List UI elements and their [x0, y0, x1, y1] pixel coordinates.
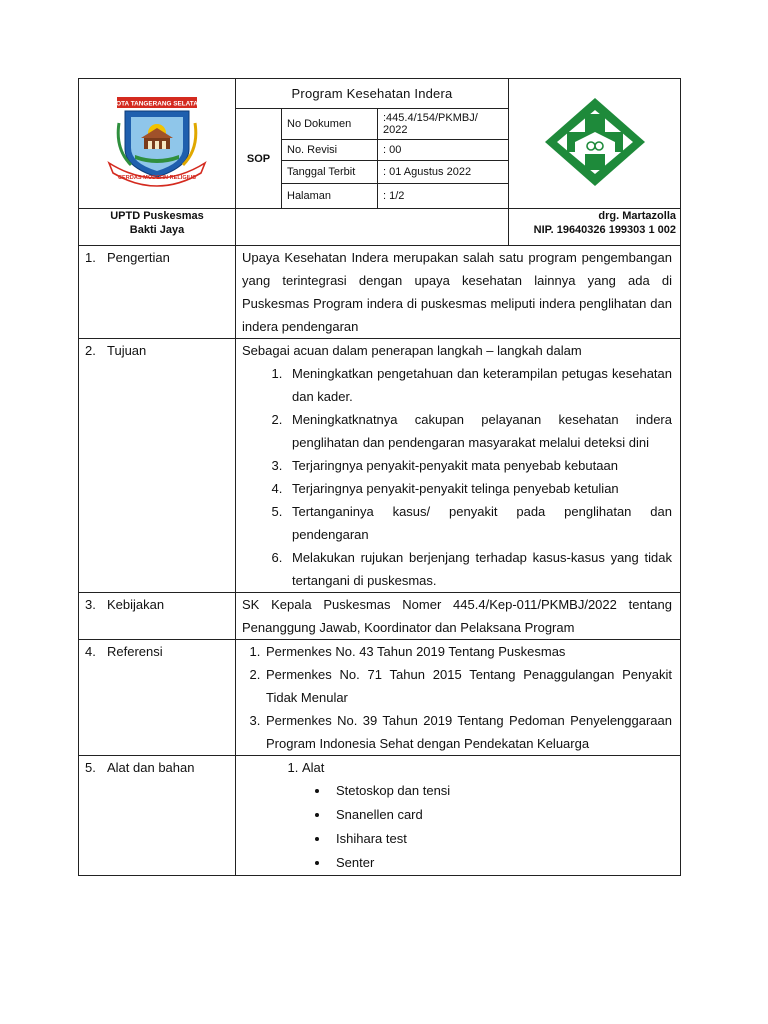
list-item: 3. Terjaringnya penyakit-penyakit mata penyebab kebutaan	[286, 454, 672, 477]
list-item: 3. Permenkes No. 39 Tahun 2019 Tentang Pedoman Penyelenggaraan Program Indonesia Sehat dengan Pendekatan Keluarga	[264, 709, 672, 755]
section-content-tujuan	[236, 339, 681, 593]
alat-group-label: 1. Alat	[302, 756, 672, 779]
meta-value-halaman: : 1/2	[378, 184, 509, 209]
city-emblem-logo	[97, 93, 217, 189]
svg-text:CERDAS MODERN RELIGIUS: CERDAS MODERN RELIGIUS	[117, 175, 197, 181]
svg-text:KOTA TANGERANG SELATAN: KOTA TANGERANG SELATAN	[111, 100, 203, 108]
list-item: • Ishihara test	[330, 827, 672, 851]
section-label-pengertian: 1. Pengertian	[79, 246, 236, 339]
section-content-alat	[236, 756, 681, 876]
sop-label: SOP	[236, 109, 282, 209]
list-item: • Stetoskop dan tensi	[330, 779, 672, 803]
tujuan-list	[242, 362, 672, 592]
head-name: drg. Martazolla	[598, 210, 676, 222]
meta-value-no-dokumen: :445.4/154/PKMBJ/ 2022	[378, 109, 509, 140]
section-content-referensi	[236, 640, 681, 756]
list-item: • Snanellen card	[330, 803, 672, 827]
section-text-kebijakan: SK Kepala Puskesmas Nomer 445.4/Kep-011/PKMBJ/2022 tentang Penanggung Jawab, Koordinator dan Pelaksana Program	[236, 593, 681, 640]
meta-key-tanggal-terbit: Tanggal Terbit	[282, 161, 378, 184]
list-item: 6. Melakukan rujukan berjenjang terhadap kasus-kasus yang tidak tertangani di puskesmas.	[286, 546, 672, 592]
head-signature	[509, 209, 681, 246]
meta-key-halaman: Halaman	[282, 184, 378, 209]
city-logo-cell	[79, 79, 236, 209]
puskesmas-name-line2: Bakti Jaya	[129, 224, 185, 236]
section-label-referensi: 4. Referensi	[79, 640, 236, 756]
signature-blank	[236, 209, 509, 246]
list-item: 1. Permenkes No. 43 Tahun 2019 Tentang Puskesmas	[264, 640, 672, 663]
list-item: 5. Tertanganinya kasus/ penyakit pada penglihatan dan pendengaran	[286, 500, 672, 546]
referensi-list	[242, 640, 672, 755]
section-text-pengertian: Upaya Kesehatan Indera merupakan salah satu program pengembangan yang terintegrasi dengan upaya kesehatan lainnya yang ada di Puskesmas Program indera di puskesmas meliputi indera penglihatan dan indera pendengaran	[236, 246, 681, 339]
head-nip: NIP. 19640326 199303 1 002	[533, 224, 676, 236]
section-label-tujuan: 2. Tujuan	[79, 339, 236, 593]
alat-group-list	[272, 756, 672, 779]
section-label-kebijakan: 3. Kebijakan	[79, 593, 236, 640]
list-item: 2. Meningkatknatnya cakupan pelayanan kesehatan indera penglihatan dan pendengaran masyarakat melalui deteksi dini	[286, 408, 672, 454]
section-label-alat: 5. Alat dan bahan	[79, 756, 236, 876]
list-item: 1. Meningkatkan pengetahuan dan keterampilan petugas kesehatan dan kader.	[286, 362, 672, 408]
puskesmas-name	[79, 209, 236, 246]
puskesmas-name-line1: UPTD Puskesmas	[110, 210, 204, 222]
meta-value-no-revisi: : 00	[378, 140, 509, 161]
meta-key-no-dokumen: No Dokumen	[282, 109, 378, 140]
meta-value-tanggal-terbit: : 01 Agustus 2022	[378, 161, 509, 184]
puskesmas-logo-cell	[509, 79, 681, 209]
sop-document	[78, 78, 680, 876]
puskesmas-cross-logo	[539, 92, 651, 190]
meta-key-no-revisi: No. Revisi	[282, 140, 378, 161]
tujuan-intro: Sebagai acuan dalam penerapan langkah – langkah dalam	[242, 343, 582, 358]
alat-items-list	[272, 779, 672, 875]
list-item: 4. Terjaringnya penyakit-penyakit telinga penyebab ketulian	[286, 477, 672, 500]
sop-table	[78, 78, 681, 876]
list-item: • Senter	[330, 851, 672, 875]
document-title: Program Kesehatan Indera	[236, 79, 509, 109]
list-item: 2. Permenkes No. 71 Tahun 2015 Tentang Penaggulangan Penyakit Tidak Menular	[264, 663, 672, 709]
